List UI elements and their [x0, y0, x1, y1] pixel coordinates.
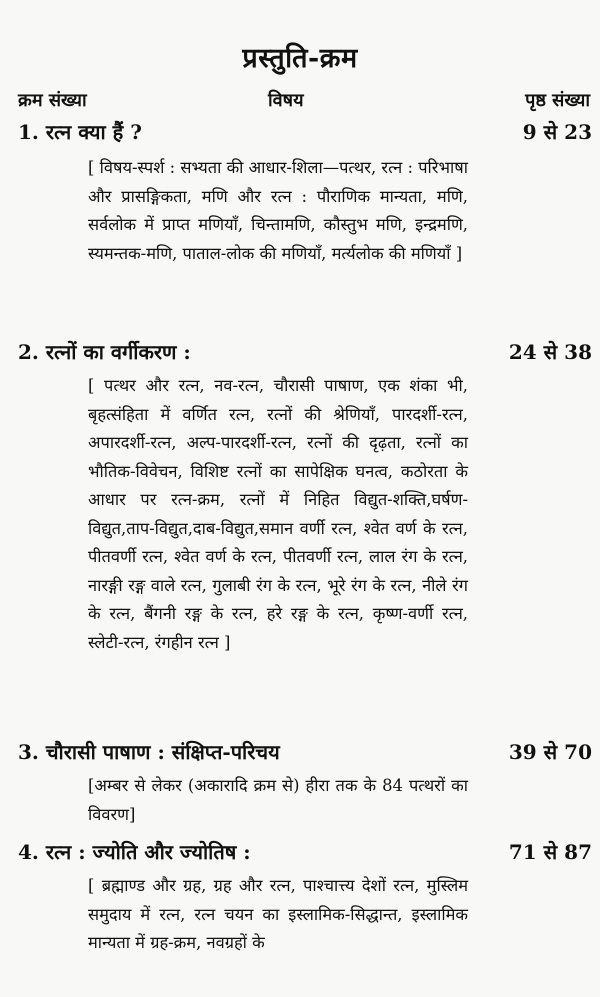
entry-pages: 71 से 87	[508, 840, 592, 864]
entry-description: [ विषय-स्पर्श : सभ्यता की आधार-शिला—पत्थर, रत्न : परिभाषा और प्रासङ्गिकता, मणि और रत्न : पौराणिक मान्यता, मणि, सर्वलोक में प्राप्त मणियाँ, चिन्तामणि, कौस्तुभ मणि, इन्द्रमणि, स्यमन्तक-मणि, पाताल-लोक की मणियाँ, मर्त्यलोक की मणियाँ ]	[88, 158, 468, 263]
column-headers	[18, 88, 590, 114]
toc-entry-2	[0, 338, 600, 652]
entry-title: 4. रत्न : ज्योति और ज्योतिष :	[18, 840, 251, 864]
toc-entry-4	[0, 838, 600, 952]
entry-pages: 24 से 38	[508, 340, 592, 364]
page-header: पृष्ठ संख्या	[525, 90, 590, 111]
entry-pages: 39 से 70	[508, 740, 592, 764]
entry-description: [ पत्थर और रत्न, नव-रत्न, चौरासी पाषाण, एक शंका भी, बृहत्संहिता में वर्णित रत्न, रत्नों की श्रेणियाँ, पारदर्शी-रत्न, अपारदर्शी-रत्न, अल्प-पारदर्शी-रत्न, रत्नों की दृढ़ता, रत्नों का भौतिक-विवेचन, विशिष्ट रत्नों का सापेक्षिक घनत्व, कठोरता के आधार पर रत्न-क्रम, रत्नों में निहित विद्युत-शक्ति,घर्षण-विद्युत,ताप-विद्युत,दाब-विद्युत,समान वर्णी रत्न, श्वेत वर्ण के रत्न, पीतवर्णी रत्न, श्वेत वर्ण के रत्न, पीतवर्णी रत्न, लाल रंग के रत्न, नारङ्गी रङ्ग वाले रत्न, गुलाबी रंग के रत्न, भूरे रंग के रत्न, नीले रंग के रत्न, बैंगनी रङ्ग के रत्न, हरे रङ्ग के रत्न, कृष्ण-वर्णी रत्न, स्लेटी-रत्न, रंगहीन रत्न ]	[88, 376, 468, 652]
serial-header: क्रम संख्या	[18, 90, 87, 111]
entry-description: [ ब्रह्माण्ड और ग्रह, ग्रह और रत्न, पाश्चात्त्य देशों रत्न, मुस्लिम समुदाय में रत्न, रत्न चयन का इस्लामिक-सिद्धान्त, इस्लामिक मान्यता में ग्रह-क्रम, नवग्रहों के	[88, 876, 468, 952]
entry-description: [अम्बर से लेकर (अकारादि क्रम से) हीरा तक के 84 पत्थरों का विवरण]	[88, 776, 468, 824]
entry-title: 1. रत्न क्या हैं ?	[18, 120, 142, 144]
toc-entry-1	[0, 118, 600, 263]
subject-header: विषय	[268, 90, 304, 111]
toc-entry-3	[0, 738, 600, 824]
entry-title: 2. रत्नों का वर्गीकरण :	[18, 340, 191, 364]
entry-pages: 9 से 23	[522, 120, 592, 144]
entry-title: 3. चौरासी पाषाण : संक्षिप्त-परिचय	[18, 740, 280, 764]
page-title: प्रस्तुति-क्रम	[242, 43, 358, 74]
